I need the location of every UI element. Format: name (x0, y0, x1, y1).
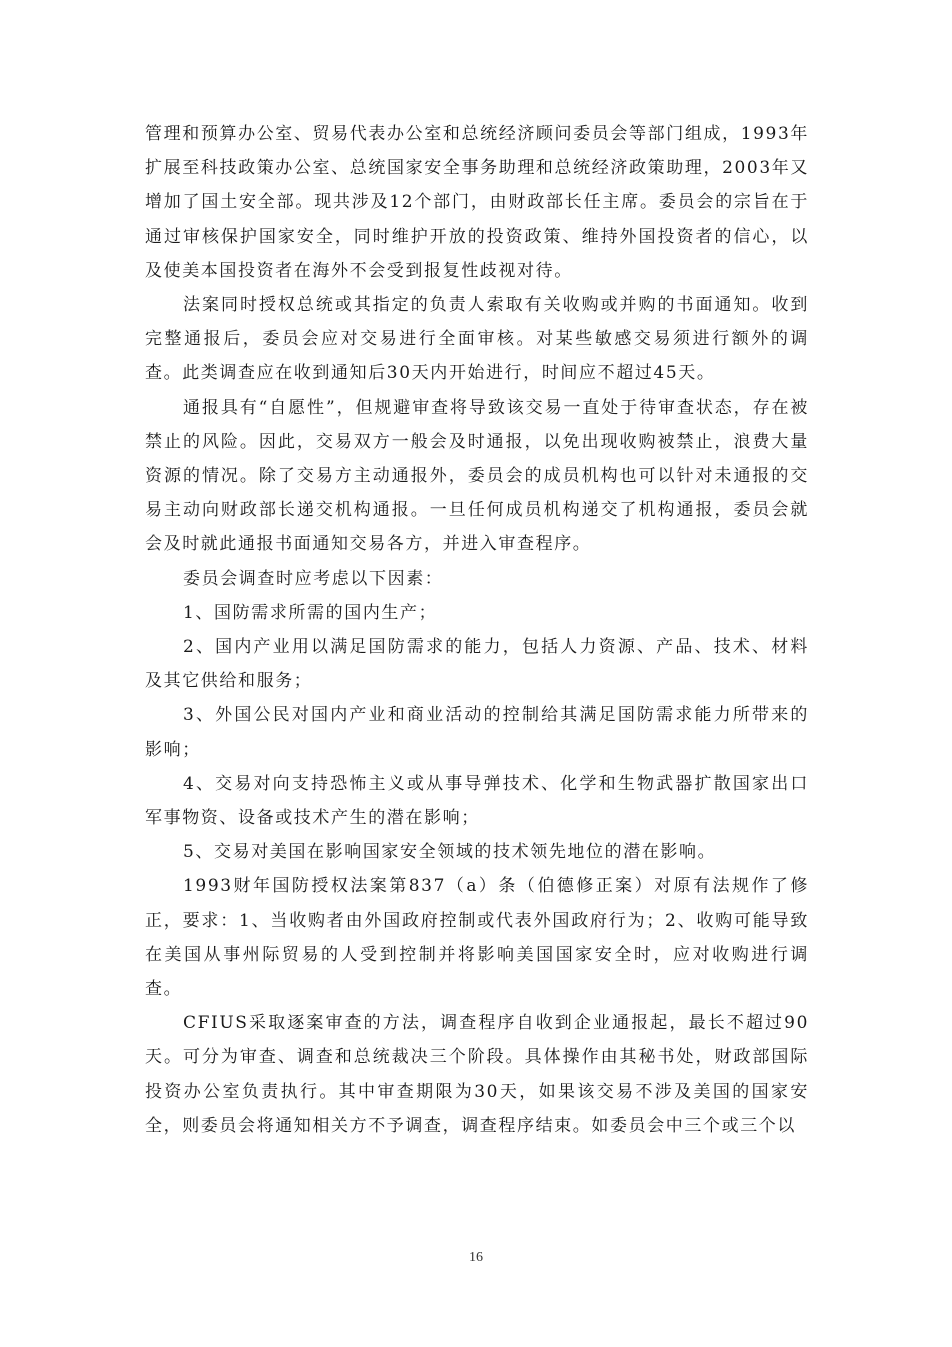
paragraph-factor-1: 1、国防需求所需的国内生产； (183, 602, 438, 623)
paragraph-committee-composition: 管理和预算办公室、贸易代表办公室和总统经济顾问委员会等部门组成，1993年扩展至科技政策办公室、总统国家安全事务助理和总统经济政策助理，2003年又增加了国土安全部。现共涉及12个部门，由财政部长任主席。委员会的宗旨在于通过审核保护国家安全，同时维护开放的投资政策、维持外国投资者的信心，以及使美本国投资者在海外不会受到报复性歧视对待。 (145, 124, 809, 281)
page-number: 16 (469, 1250, 483, 1265)
paragraph-cfius-procedure: CFIUS采取逐案审查的方法，调查程序自收到企业通报起，最长不超过90天。可分为审查、调查和总统裁决三个阶段。具体操作由其秘书处，财政部国际投资办公室负责执行。其中审查期限为30天，如果该交易不涉及美国的国家安全，则委员会将通知相关方不予调查，调查程序结束。如委员会中三个或三个以 (145, 1013, 809, 1136)
paragraph-byrd-amendment: 1993财年国防授权法案第837（a）条（伯德修正案）对原有法规作了修正，要求：1、当收购者由外国政府控制或代表外国政府行为；2、收购可能导致在美国从事州际贸易的人受到控制并将影响美国国家安全时，应对收购进行调查。 (145, 876, 809, 1000)
paragraph-voluntary-notification: 通报具有“自愿性”，但规避审查将导致该交易一直处于待审查状态，存在被禁止的风险。因此，交易双方一般会及时通报，以免出现收购被禁止，浪费大量资源的情况。除了交易方主动通报外，委员会的成员机构也可以针对未通报的交易主动向财政部长递交机构通报。一旦任何成员机构递交了机构通报，委员会就会及时就此通报书面通知交易各方，并进入审查程序。 (145, 397, 809, 555)
paragraph-factor-3: 3、外国公民对国内产业和商业活动的控制给其满足国防需求能力所带来的影响； (145, 705, 809, 760)
paragraph-factor-4: 4、交易对向支持恐怖主义或从事导弹技术、化学和生物武器扩散国家出口军事物资、设备或技术产生的潜在影响； (145, 773, 809, 829)
paragraph-factor-2: 2、国内产业用以满足国防需求的能力，包括人力资源、产品、技术、材料及其它供给和服务； (145, 637, 809, 692)
paragraph-written-notice: 法案同时授权总统或其指定的负责人索取有关收购或并购的书面通知。收到完整通报后，委员会应对交易进行全面审核。对某些敏感交易须进行额外的调查。此类调查应在收到通知后30天内开始进行，时间应不超过45天。 (145, 295, 809, 384)
body-text (145, 117, 809, 1143)
paragraph-factors-intro: 委员会调查时应考虑以下因素： (183, 568, 444, 589)
paragraph-factor-5: 5、交易对美国在影响国家安全领域的技术领先地位的潜在影响。 (183, 842, 717, 863)
